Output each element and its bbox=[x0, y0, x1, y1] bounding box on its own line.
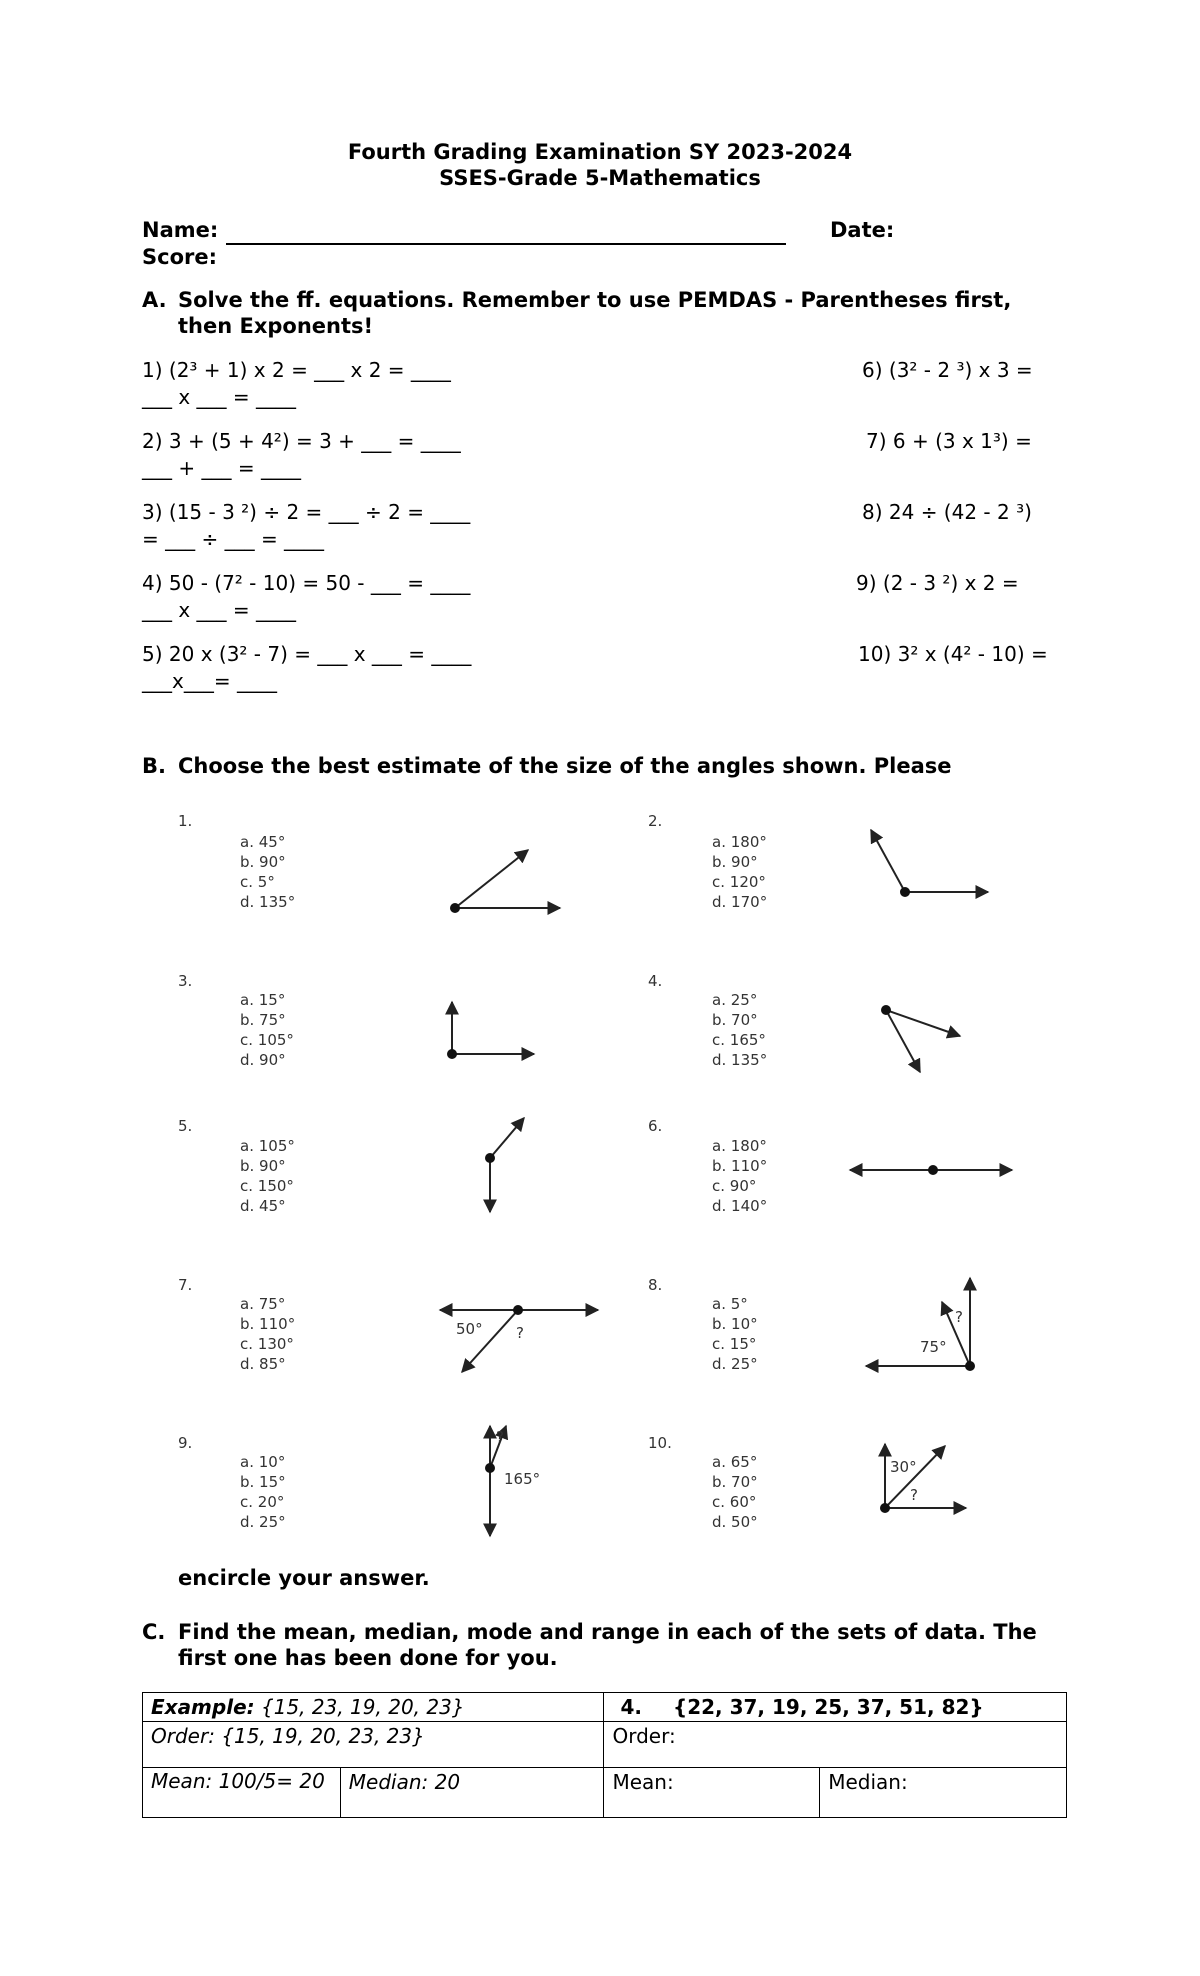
equation-4-line2: ___ x ___ = ____ bbox=[142, 598, 297, 622]
option-a[interactable]: a. 10° bbox=[240, 1453, 286, 1471]
section-b-marker: B. bbox=[142, 754, 166, 778]
option-c[interactable]: c. 165° bbox=[712, 1031, 766, 1049]
example-label: Example: bbox=[151, 1695, 255, 1719]
angle-problem-2-number: 2. bbox=[648, 812, 663, 830]
example-set: {15, 23, 19, 20, 23} bbox=[261, 1695, 465, 1719]
angle-figure-4-lines bbox=[886, 1010, 960, 1072]
option-b[interactable]: b. 90° bbox=[240, 1157, 286, 1175]
angle-7-label-unknown: ? bbox=[516, 1324, 524, 1342]
option-a[interactable]: a. 15° bbox=[240, 991, 286, 1009]
option-a[interactable]: a. 180° bbox=[712, 1137, 767, 1155]
exam-subtitle: SSES-Grade 5-Mathematics bbox=[439, 166, 761, 190]
option-a[interactable]: a. 45° bbox=[240, 833, 286, 851]
option-a[interactable]: a. 105° bbox=[240, 1137, 295, 1155]
angle-problem-1-number: 1. bbox=[178, 812, 193, 830]
equation-3-line1: 3) (15 - 3 ²) ÷ 2 = ___ ÷ 2 = ____ bbox=[142, 500, 471, 524]
option-c[interactable]: c. 15° bbox=[712, 1335, 757, 1353]
angle-problem-3-number: 3. bbox=[178, 972, 193, 990]
section-a-instruction-line1: Solve the ff. equations. Remember to use PEMDAS - Parentheses first, bbox=[178, 288, 1012, 312]
option-c[interactable]: c. 120° bbox=[712, 873, 766, 891]
mean-example-cell: Mean: 100/5= 20 bbox=[143, 1768, 341, 1818]
angle-problem-5-number: 5. bbox=[178, 1117, 193, 1135]
median-example-cell: Median: 20 bbox=[340, 1768, 604, 1818]
table-row bbox=[143, 1768, 1067, 1818]
angle-10-label-unknown: ? bbox=[910, 1486, 918, 1504]
equation-5-line1: 5) 20 x (3² - 7) = ___ x ___ = ____ bbox=[142, 642, 472, 666]
option-b[interactable]: b. 70° bbox=[712, 1473, 758, 1491]
section-c-instruction-line1: Find the mean, median, mode and range in each of the sets of data. The bbox=[178, 1620, 1037, 1644]
section-b-instruction-end: encircle your answer. bbox=[178, 1566, 430, 1590]
angle-problem-8-number: 8. bbox=[648, 1276, 663, 1294]
option-d[interactable]: d. 140° bbox=[712, 1197, 768, 1215]
statistics-table bbox=[142, 1692, 1067, 1818]
angle-figure-5-lines bbox=[490, 1118, 524, 1212]
option-c[interactable]: c. 90° bbox=[712, 1177, 757, 1195]
option-a[interactable]: a. 5° bbox=[712, 1295, 748, 1313]
equation-4-line1: 4) 50 - (7² - 10) = 50 - ___ = ____ bbox=[142, 571, 471, 595]
option-d[interactable]: d. 50° bbox=[712, 1513, 758, 1531]
equation-2-line2: ___ + ___ = ____ bbox=[142, 456, 301, 480]
angle-8-label-given: 75° bbox=[920, 1338, 947, 1356]
option-d[interactable]: d. 90° bbox=[240, 1051, 286, 1069]
mean-answer-cell[interactable]: Mean: bbox=[604, 1768, 820, 1818]
option-d[interactable]: d. 170° bbox=[712, 893, 768, 911]
angle-problem-4-number: 4. bbox=[648, 972, 663, 990]
option-b[interactable]: b. 70° bbox=[712, 1011, 758, 1029]
option-d[interactable]: d. 25° bbox=[712, 1355, 758, 1373]
angle-10-label-given: 30° bbox=[890, 1458, 917, 1476]
option-d[interactable]: d. 25° bbox=[240, 1513, 286, 1531]
exam-title: Fourth Grading Examination SY 2023-2024 bbox=[347, 140, 853, 164]
option-b[interactable]: b. 15° bbox=[240, 1473, 286, 1491]
section-b-instruction: Choose the best estimate of the size of the angles shown. Please bbox=[178, 754, 952, 778]
option-b[interactable]: b. 90° bbox=[712, 853, 758, 871]
example-set-cell bbox=[143, 1693, 604, 1722]
option-a[interactable]: a. 65° bbox=[712, 1453, 758, 1471]
option-b[interactable]: b. 110° bbox=[712, 1157, 768, 1175]
angle-figure-1-lines bbox=[455, 850, 560, 908]
section-c-instruction-line2: first one has been done for you. bbox=[178, 1646, 558, 1670]
name-label: Name: bbox=[142, 218, 219, 242]
angle-problem-9-number: 9. bbox=[178, 1434, 193, 1452]
option-d[interactable]: d. 45° bbox=[240, 1197, 286, 1215]
equation-10: 10) 3² x (4² - 10) = bbox=[858, 642, 1048, 666]
equation-8: 8) 24 ÷ (42 - 2 ³) bbox=[862, 500, 1032, 524]
option-c[interactable]: c. 20° bbox=[240, 1493, 285, 1511]
angle-7-label-given: 50° bbox=[456, 1320, 483, 1338]
option-c[interactable]: c. 60° bbox=[712, 1493, 757, 1511]
option-c[interactable]: c. 105° bbox=[240, 1031, 294, 1049]
median-answer-cell[interactable]: Median: bbox=[820, 1768, 1067, 1818]
equation-1-line2: ___ x ___ = ____ bbox=[142, 385, 297, 409]
angle-8-label-unknown: ? bbox=[955, 1308, 963, 1326]
option-b[interactable]: b. 110° bbox=[240, 1315, 296, 1333]
score-label: Score: bbox=[142, 245, 217, 269]
option-b[interactable]: b. 90° bbox=[240, 853, 286, 871]
option-d[interactable]: d. 135° bbox=[712, 1051, 768, 1069]
equation-5-line2: ___x___= ____ bbox=[142, 669, 277, 693]
equation-3-line2: = ___ ÷ ___ = ____ bbox=[142, 527, 325, 551]
equation-6: 6) (3² - 2 ³) x 3 = bbox=[862, 358, 1033, 382]
option-d[interactable]: d. 85° bbox=[240, 1355, 286, 1373]
option-a[interactable]: a. 180° bbox=[712, 833, 767, 851]
option-a[interactable]: a. 25° bbox=[712, 991, 758, 1009]
order-answer-cell[interactable]: Order: bbox=[604, 1722, 1067, 1768]
option-c[interactable]: c. 150° bbox=[240, 1177, 294, 1195]
equation-9: 9) (2 - 3 ²) x 2 = bbox=[856, 571, 1019, 595]
equation-1-line1: 1) (2³ + 1) x 2 = ___ x 2 = ____ bbox=[142, 358, 451, 382]
angle-problem-10-number: 10. bbox=[648, 1434, 672, 1452]
angle-9-label-given: 165° bbox=[504, 1470, 541, 1488]
option-b[interactable]: b. 10° bbox=[712, 1315, 758, 1333]
angle-problem-6-number: 6. bbox=[648, 1117, 663, 1135]
table-row bbox=[143, 1693, 1067, 1722]
section-a-instruction-line2: then Exponents! bbox=[178, 314, 374, 338]
angle-vertices bbox=[447, 887, 975, 1513]
section-c-marker: C. bbox=[142, 1620, 166, 1644]
option-b[interactable]: b. 75° bbox=[240, 1011, 286, 1029]
option-c[interactable]: c. 130° bbox=[240, 1335, 294, 1353]
item4-set: {22, 37, 19, 25, 37, 51, 82} bbox=[672, 1695, 984, 1719]
option-c[interactable]: c. 5° bbox=[240, 873, 275, 891]
date-label: Date: bbox=[830, 218, 895, 242]
item4-number: 4. bbox=[620, 1695, 642, 1719]
equation-7: 7) 6 + (3 x 1³) = bbox=[866, 429, 1032, 453]
section-a-marker: A. bbox=[142, 288, 167, 312]
angle-figure-2-lines bbox=[871, 830, 988, 892]
angle-figure-10-lines bbox=[885, 1444, 966, 1508]
angle-9-label-unknown: ? bbox=[496, 1428, 504, 1446]
option-a[interactable]: a. 75° bbox=[240, 1295, 286, 1313]
angle-problem-7-number: 7. bbox=[178, 1276, 193, 1294]
table-row bbox=[143, 1722, 1067, 1768]
item4-set-cell bbox=[604, 1693, 1067, 1722]
angle-figure-3-lines bbox=[452, 1002, 534, 1054]
option-d[interactable]: d. 135° bbox=[240, 893, 296, 911]
order-example-cell: Order: {15, 19, 20, 23, 23} bbox=[143, 1722, 604, 1768]
equation-2-line1: 2) 3 + (5 + 4²) = 3 + ___ = ____ bbox=[142, 429, 461, 453]
